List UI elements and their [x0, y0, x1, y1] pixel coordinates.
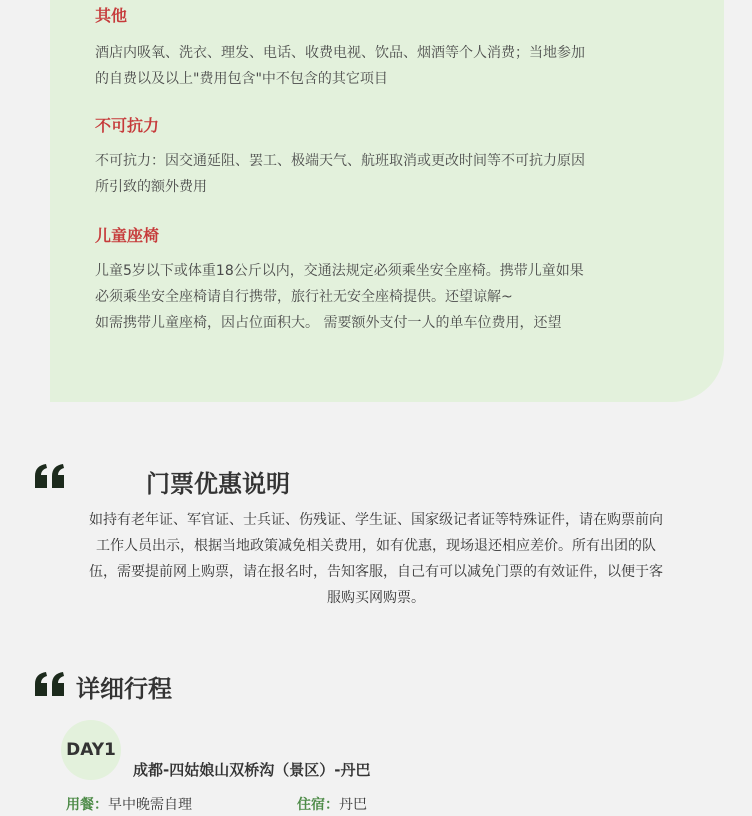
quote-icon — [33, 464, 67, 488]
notice-card — [50, 0, 724, 402]
ticket-body: 如持有老年证、军官证、士兵证、伤残证、学生证、国家级记者证等特殊证件，请在购票前向 工作人员出示，根据当地政策减免相关费用，如有优惠，现场退还相应差价。所有出团的队 伍，需要提前网上购票，请在报名时，告知客服，自己有可以减免门票的有效证件，以便于客 服购买网购票。 — [89, 512, 663, 606]
meal-value: 早中晚需自理 — [108, 797, 192, 813]
notice-other — [95, 6, 684, 92]
notice-body: 不可抗力：因交通延阻、罢工、极端天气、航班取消或更改时间等不可抗力原因 所引致的额外费用 — [95, 153, 585, 195]
itinerary-heading: 详细行程 — [76, 675, 172, 703]
notice-title: 儿童座椅 — [95, 226, 160, 245]
day-route: 成都-四姑娘山双桥沟（景区）-丹巴 — [133, 761, 371, 779]
notice-body: 酒店内吸氧、洗衣、理发、电话、收费电视、饮品、烟酒等个人消费；当地参加 的自费以及以上"费用包含"中不包含的其它项目 — [95, 45, 585, 87]
meal-label: 用餐： — [66, 797, 108, 813]
day-badge — [61, 720, 121, 780]
stay-row — [297, 795, 367, 815]
notice-title: 其他 — [95, 6, 128, 25]
day-label: DAY1 — [66, 740, 116, 760]
notice-child-seat — [95, 226, 684, 336]
notice-title: 不可抗力 — [95, 116, 160, 135]
notice-body: 儿童5岁以下或体重18公斤以内，交通法规定必须乘坐安全座椅。携带儿童如果 必须乘坐安全座椅请自行携带，旅行社无安全座椅提供。还望谅解~ 如需携带儿童座椅，因占位面积大。 需要额外支付一人的单车位费用，还望 — [95, 263, 584, 331]
meal-row — [66, 795, 192, 815]
stay-value: 丹巴 — [339, 797, 367, 813]
stay-label: 住宿： — [297, 797, 339, 813]
ticket-heading: 门票优惠说明 — [146, 470, 290, 498]
quote-icon — [33, 672, 67, 696]
notice-force-majeure — [95, 116, 684, 200]
